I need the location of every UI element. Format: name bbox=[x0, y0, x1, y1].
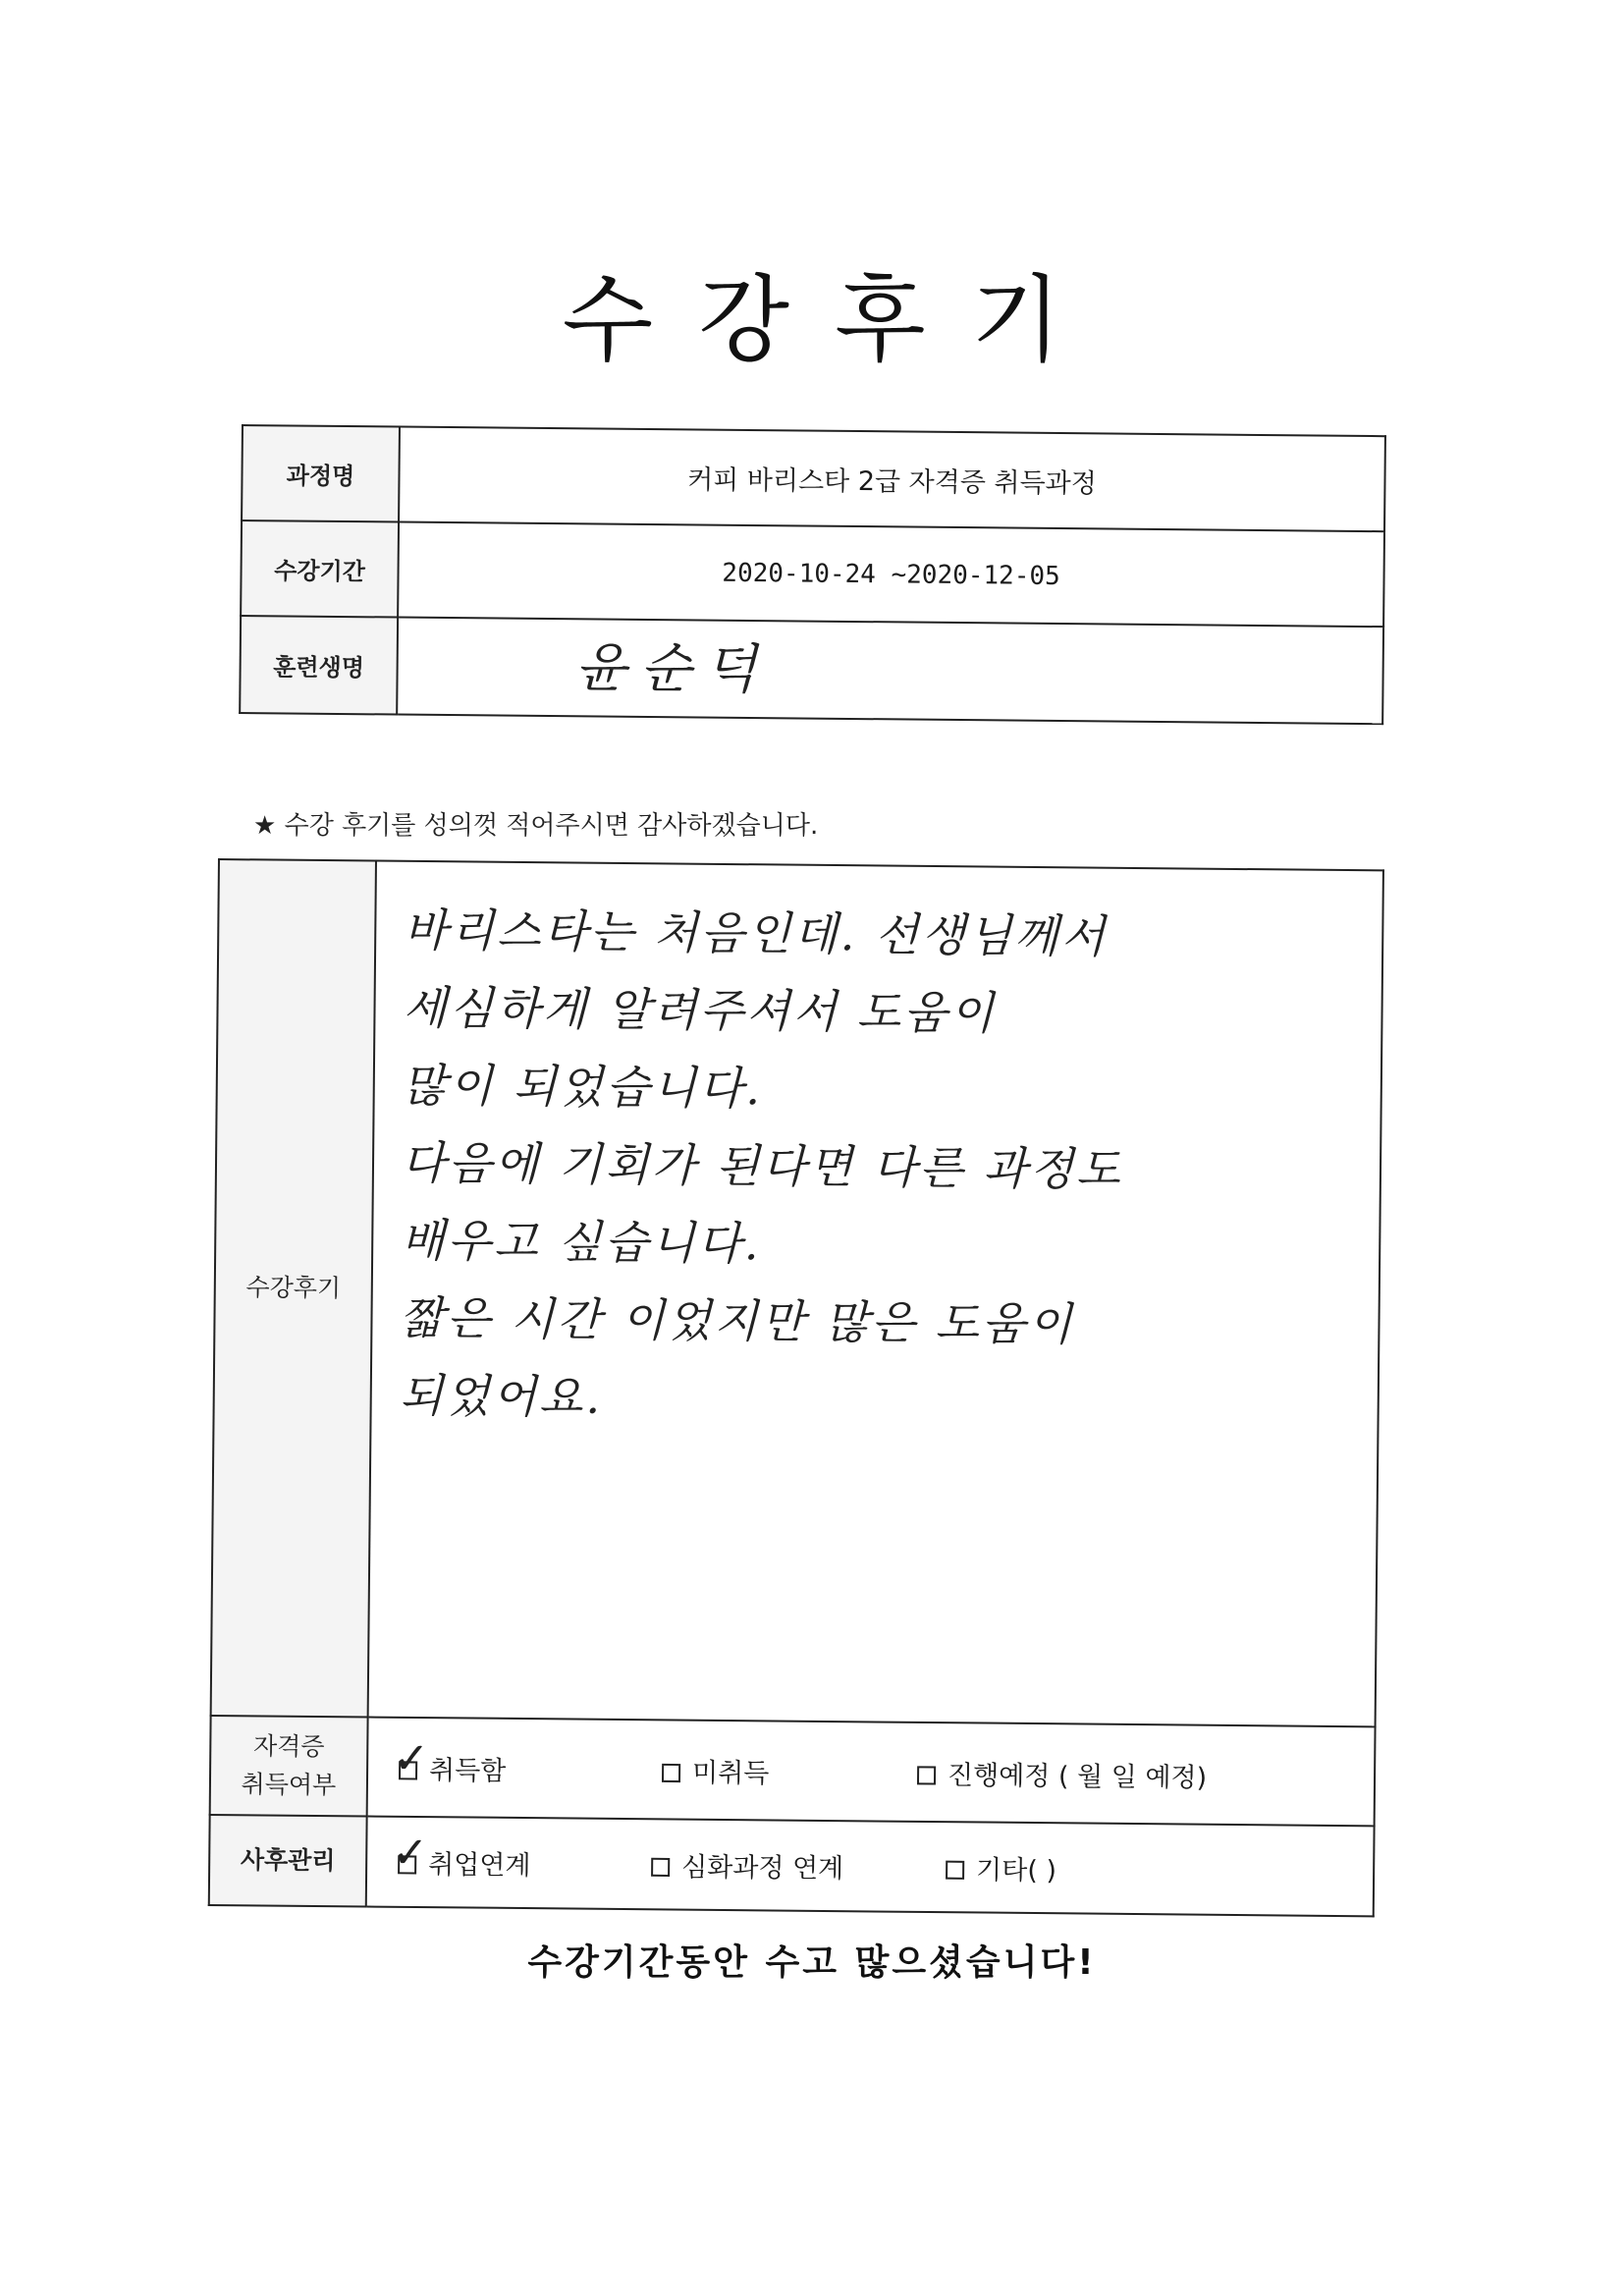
checkbox-acquired[interactable] bbox=[392, 1732, 430, 1784]
option-advanced-label: 심화과정 연계 bbox=[681, 1852, 844, 1885]
trainee-name-handwriting: 윤순덕 bbox=[574, 636, 771, 701]
option-other[interactable] bbox=[946, 1848, 1056, 1887]
followup-label: 사후관리 bbox=[209, 1815, 367, 1907]
trainee-name-label: 훈련생명 bbox=[240, 616, 398, 715]
option-other-label: 기타( ) bbox=[975, 1854, 1057, 1886]
option-advanced[interactable] bbox=[651, 1845, 843, 1886]
review-label: 수강후기 bbox=[211, 859, 376, 1717]
review-line-7: 되었어요. bbox=[399, 1368, 604, 1424]
check-mark-icon: ✓ bbox=[392, 1732, 430, 1784]
course-period-label: 수강기간 bbox=[241, 520, 399, 618]
checkbox-planned[interactable] bbox=[917, 1766, 936, 1784]
review-line-3: 많이 되었습니다. bbox=[402, 1058, 764, 1116]
course-name-label: 과정명 bbox=[242, 425, 400, 522]
checkbox-advanced[interactable] bbox=[651, 1858, 670, 1877]
checkbox-employment[interactable] bbox=[392, 1828, 429, 1879]
course-period-value: 2020-10-24 ~2020-12-05 bbox=[398, 522, 1384, 628]
course-name-value: 커피 바리스타 2급 자격증 취득과정 bbox=[399, 427, 1385, 532]
followup-options bbox=[366, 1817, 1375, 1917]
checkbox-not-acquired[interactable] bbox=[662, 1763, 680, 1781]
course-info-table bbox=[239, 424, 1386, 725]
check-mark-icon: ✓ bbox=[392, 1828, 429, 1879]
review-content bbox=[368, 861, 1383, 1727]
checkbox-other[interactable] bbox=[946, 1861, 964, 1880]
option-planned[interactable] bbox=[917, 1753, 1207, 1794]
review-line-1: 바리스타는 처음인데. 선생님께서 bbox=[404, 902, 1109, 963]
trainee-name-value bbox=[397, 618, 1383, 725]
certification-options bbox=[367, 1718, 1376, 1827]
closing-message: 수강기간동안 수고 많으셨습니다! bbox=[527, 1942, 1097, 1983]
option-employment[interactable] bbox=[392, 1828, 531, 1882]
notice-text: ★ 수강 후기를 성의껏 적어주시면 감사하겠습니다. bbox=[253, 811, 819, 841]
certification-label-line1: 자격증 bbox=[252, 1731, 325, 1761]
option-planned-label: 진행예정 ( 월 일 예정) bbox=[947, 1760, 1208, 1793]
review-line-6: 짧은 시간 이었지만 많은 도움이 bbox=[400, 1290, 1075, 1351]
option-not-acquired-label: 미취득 bbox=[691, 1757, 770, 1789]
certification-label bbox=[210, 1716, 368, 1817]
certification-label-line2: 취득여부 bbox=[241, 1769, 337, 1799]
option-acquired-label: 취득함 bbox=[428, 1755, 507, 1786]
option-not-acquired[interactable] bbox=[662, 1750, 770, 1789]
review-table bbox=[208, 858, 1384, 1917]
review-line-5: 배우고 싶습니다. bbox=[401, 1213, 762, 1271]
option-acquired[interactable] bbox=[392, 1732, 507, 1787]
option-employment-label: 취업연계 bbox=[428, 1849, 531, 1882]
review-line-2: 세심하게 알려주셔서 도움이 bbox=[403, 980, 998, 1040]
page-title: 수강후기 bbox=[562, 265, 1108, 375]
review-line-4: 다음에 기회가 된다면 다른 과정도 bbox=[401, 1135, 1123, 1196]
